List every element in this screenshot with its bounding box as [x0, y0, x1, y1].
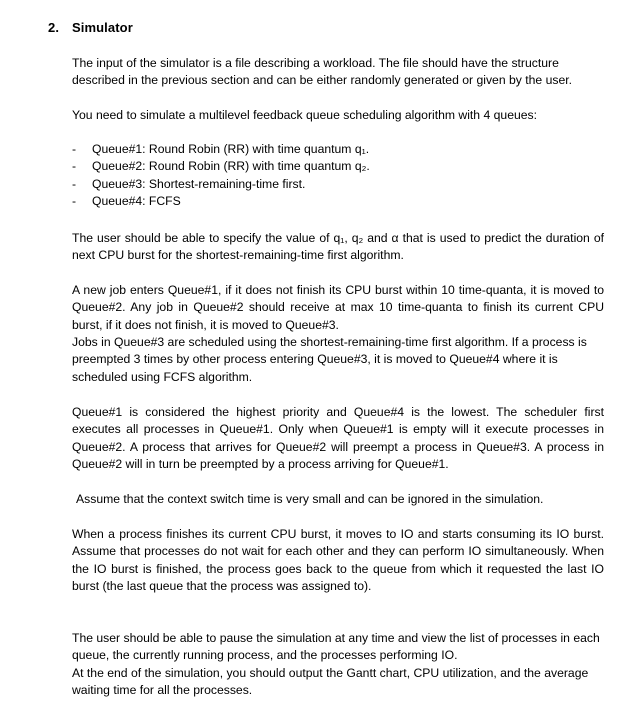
section-heading	[48, 20, 133, 35]
section-number: 2.	[48, 20, 60, 35]
list-item-queue-1: - Queue#1: Round Robin (RR) with time quantum q₁.	[72, 141, 592, 158]
list-item-queue-3: - Queue#3: Shortest-remaining-time first.	[72, 176, 592, 193]
list-item-queue-4: - Queue#4: FCFS	[72, 193, 592, 210]
paragraph-io-behavior: When a process finishes its current CPU burst, it moves to IO and starts consuming its IO burst. Assume that processes do not wait for each other and they can perform IO simultaneously. When the IO burst is finished, the process goes back to the queue from which it requested the last IO burst (the last queue that the process was assigned to).	[72, 527, 604, 594]
paragraph-user-parameters: The user should be able to specify the value of q₁, q₂ and α that is used to predict the duration of next CPU burst for the shortest-remaining-time first algorithm.	[72, 231, 604, 263]
queue-list	[72, 141, 592, 211]
paragraph-input-description: The input of the simulator is a file describing a workload. The file should have the structure described in the previous section and can be either randomly generated or given by the user.	[72, 56, 572, 88]
paragraph-context-switch: Assume that the context switch time is very small and can be ignored in the simulation.	[76, 492, 544, 506]
paragraph-srtf-queue: Jobs in Queue#3 are scheduled using the shortest-remaining-time first algorithm. If a process is preempted 3 times by other process entering Queue#3, it is moved to Queue#4 where it is scheduled using FCFS algorithm.	[72, 335, 587, 384]
section-title: Simulator	[72, 20, 133, 35]
paragraph-priorities: Queue#1 is considered the highest priority and Queue#4 is the lowest. The scheduler first executes all processes in Queue#1. Only when Queue#1 is empty will it execute processes in Queue#2. A process that arrives for Queue#2 will preempt a process in Queue#3. A process in Queue#2 will in turn be preempted by a process arriving for Queue#1.	[72, 405, 604, 472]
paragraph-queues-intro: You need to simulate a multilevel feedback queue scheduling algorithm with 4 queues:	[72, 108, 538, 122]
list-item-queue-2: - Queue#2: Round Robin (RR) with time quantum q₂.	[72, 158, 592, 175]
paragraph-queue-transitions: A new job enters Queue#1, if it does not finish its CPU burst within 10 time-quanta, it is moved to Queue#2. Any job in Queue#2 should receive at max 10 time-quanta to finish its current CPU burst, if it does not finish, it is moved to Queue#3.	[72, 283, 604, 332]
paragraph-output-results: At the end of the simulation, you should output the Gantt chart, CPU utilization, and the average waiting time for all the processes.	[72, 666, 589, 698]
paragraph-pause-simulation: The user should be able to pause the simulation at any time and view the list of processes in each queue, the currently running process, and the processes performing IO.	[72, 631, 600, 663]
